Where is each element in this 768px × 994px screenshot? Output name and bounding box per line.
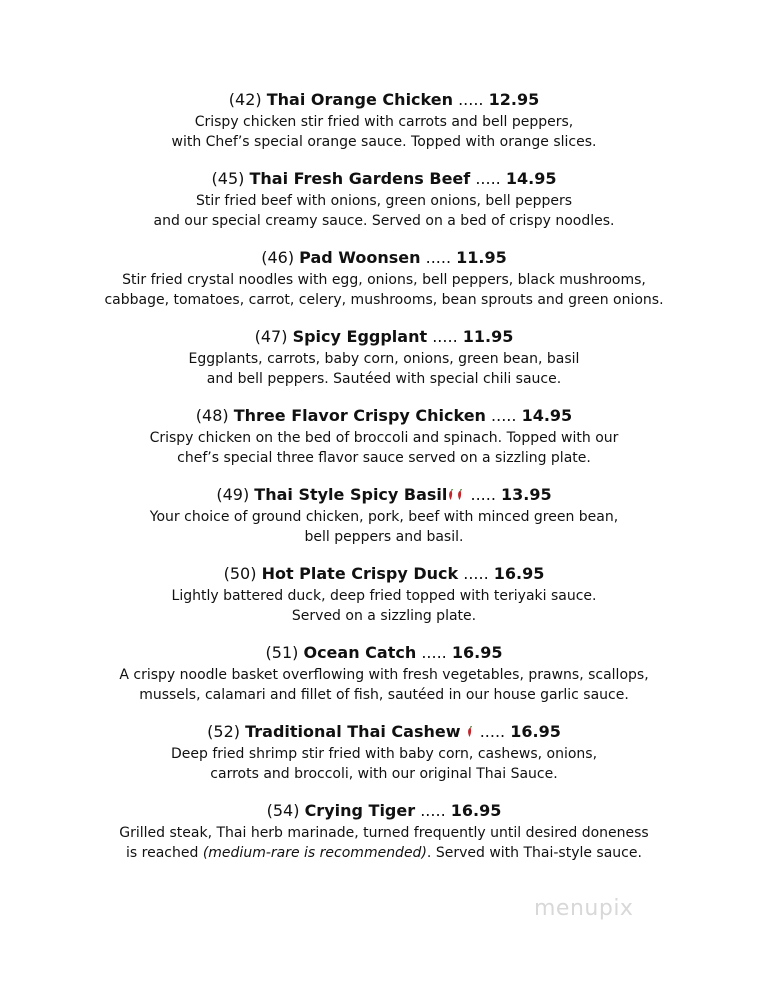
desc-emphasis: (medium-rare is recommended)	[202, 845, 427, 861]
menu-item-47	[0, 325, 768, 389]
item-price: 16.95	[510, 722, 561, 741]
desc-text: . Served with Thai-style sauce.	[426, 845, 642, 861]
item-name: Traditional Thai Cashew	[245, 722, 461, 741]
item-number: (51)	[265, 643, 299, 662]
item-description-line-2: bell peppers and basil.	[304, 529, 464, 545]
item-title	[0, 88, 768, 112]
menu-item-50	[0, 562, 768, 626]
item-description-line-2: mussels, calamari and fillet of fish, sautéed in our house garlic sauce.	[139, 687, 629, 703]
item-title	[0, 720, 768, 744]
item-price: 11.95	[456, 248, 507, 267]
item-description-line-1: Grilled steak, Thai herb marinade, turned frequently until desired doneness	[119, 825, 649, 841]
item-price: 14.95	[505, 169, 557, 188]
item-number: (48)	[195, 406, 229, 425]
menu-item-52	[0, 720, 768, 784]
item-description-line-2: chef’s special three flavor sauce served on a sizzling plate.	[177, 450, 591, 466]
menu-item-45	[0, 167, 768, 231]
menu-item-48	[0, 404, 768, 468]
item-title	[0, 404, 768, 428]
menu-list	[0, 88, 768, 878]
item-price: 16.95	[493, 564, 545, 583]
item-description-line-1: Crispy chicken stir fried with carrots and bell peppers,	[194, 114, 574, 130]
item-name: Thai Fresh Gardens Beef	[249, 169, 471, 188]
item-dots: .....	[432, 327, 458, 346]
item-description-line-2: and bell peppers. Sautéed with special chili sauce.	[206, 371, 562, 387]
item-title	[0, 167, 768, 191]
item-dots: .....	[425, 248, 452, 267]
item-description-line-1: Stir fried beef with onions, green onions, bell peppers	[195, 193, 573, 209]
item-number: (42)	[228, 90, 262, 109]
item-dots: .....	[470, 485, 496, 504]
item-description-line-2: carrots and broccoli, with our original Thai Sauce.	[210, 766, 558, 782]
item-dots: .....	[420, 801, 446, 820]
item-number: (52)	[207, 722, 241, 741]
item-title	[0, 641, 768, 665]
item-dots: .....	[421, 643, 447, 662]
item-number: (54)	[266, 801, 300, 820]
item-name: Hot Plate Crispy Duck	[261, 564, 459, 583]
chili-pepper-icon	[466, 722, 475, 741]
item-name: Crying Tiger	[304, 801, 416, 820]
item-number: (47)	[254, 327, 288, 346]
item-description-line-1: Crispy chicken on the bed of broccoli and spinach. Topped with our	[149, 430, 619, 446]
item-name: Spicy Eggplant	[292, 327, 428, 346]
watermark-logo: menupix	[534, 896, 634, 921]
item-description-line-2	[0, 843, 768, 863]
item-description-line-2: Served on a sizzling plate.	[291, 608, 477, 624]
item-name: Thai Style Spicy Basil	[254, 485, 448, 504]
item-description-line-1: Eggplants, carrots, baby corn, onions, green bean, basil	[188, 351, 580, 367]
item-price: 12.95	[488, 90, 540, 109]
item-price: 14.95	[521, 406, 573, 425]
item-title	[0, 246, 768, 270]
item-description-line-1: A crispy noodle basket overflowing with fresh vegetables, prawns, scallops,	[119, 667, 649, 683]
item-price: 13.95	[501, 485, 552, 504]
item-description-line-1: Deep fried shrimp stir fried with baby corn, cashews, onions,	[170, 746, 598, 762]
item-description-line-1: Lightly battered duck, deep fried topped with teriyaki sauce.	[171, 588, 597, 604]
item-dots: .....	[463, 564, 489, 583]
item-description-line-2: and our special creamy sauce. Served on a bed of crispy noodles.	[153, 213, 615, 229]
item-name: Thai Orange Chicken	[266, 90, 453, 109]
item-dots: .....	[491, 406, 517, 425]
item-title	[0, 562, 768, 586]
item-dots: .....	[458, 90, 484, 109]
menu-item-46	[0, 246, 768, 310]
item-dots: .....	[475, 169, 501, 188]
item-dots: .....	[479, 722, 506, 741]
item-name: Pad Woonsen	[299, 248, 421, 267]
menu-item-49	[0, 483, 768, 547]
item-description-line-2: cabbage, tomatoes, carrot, celery, mushrooms, bean sprouts and green onions.	[104, 292, 664, 308]
item-price: 16.95	[450, 801, 502, 820]
item-name: Three Flavor Crispy Chicken	[233, 406, 486, 425]
item-price: 16.95	[451, 643, 503, 662]
item-price: 11.95	[462, 327, 514, 346]
desc-text: is reached	[126, 845, 203, 861]
item-title	[0, 325, 768, 349]
item-description-line-1: Stir fried crystal noodles with egg, onions, bell peppers, black mushrooms,	[122, 272, 646, 288]
item-name: Ocean Catch	[303, 643, 417, 662]
item-number: (45)	[211, 169, 245, 188]
item-number: (49)	[216, 485, 250, 504]
item-number: (50)	[223, 564, 257, 583]
menu-item-42	[0, 88, 768, 152]
item-description-line-1: Your choice of ground chicken, pork, beef with minced green bean,	[149, 509, 619, 525]
item-number: (46)	[261, 248, 295, 267]
chili-pepper-icon	[456, 485, 465, 504]
item-title	[0, 799, 768, 823]
item-description-line-2: with Chef’s special orange sauce. Topped with orange slices.	[171, 134, 597, 150]
menu-item-51	[0, 641, 768, 705]
menu-item-54	[0, 799, 768, 863]
item-title	[0, 483, 768, 507]
